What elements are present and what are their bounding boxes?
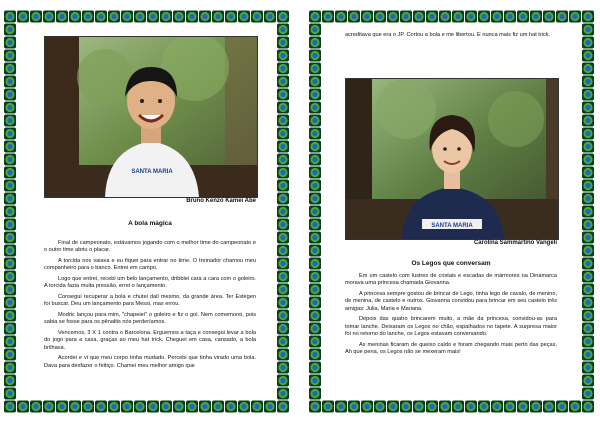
border-tile <box>4 76 16 88</box>
border-tile <box>582 24 594 36</box>
border-tile <box>4 284 16 296</box>
border-tile <box>4 297 16 309</box>
border-tile <box>4 50 16 62</box>
border-tile <box>277 102 289 114</box>
border-tile <box>582 258 594 270</box>
border-tile <box>43 401 55 413</box>
border-tile <box>309 375 321 387</box>
border-tile <box>4 206 16 218</box>
border-tile <box>4 180 16 192</box>
border-tile <box>69 11 81 23</box>
border-tile <box>4 375 16 387</box>
border-tile <box>309 24 321 36</box>
boy-photo <box>44 36 258 198</box>
border-tile <box>277 63 289 75</box>
border-tile <box>582 219 594 231</box>
border-tile <box>277 180 289 192</box>
border-tile <box>582 362 594 374</box>
border-tile <box>582 141 594 153</box>
border-tile <box>309 323 321 335</box>
border-tile <box>309 128 321 140</box>
border-tile <box>277 349 289 361</box>
border-tile <box>56 401 68 413</box>
border-tile <box>582 115 594 127</box>
border-tile <box>582 180 594 192</box>
border-tile <box>43 11 55 23</box>
border-tile <box>160 401 172 413</box>
border-tile <box>309 89 321 101</box>
left-page <box>4 6 290 418</box>
border-tile <box>277 76 289 88</box>
border-tile <box>277 245 289 257</box>
border-tile <box>582 76 594 88</box>
border-tile <box>277 11 289 23</box>
paragraph: Modric lançou para mim, "chapeiei" o goleiro e fiz o gol. Nem comemorei, pois sabia se fosse para os pênaltis nós perderíamos. <box>44 312 256 326</box>
border-tile <box>277 24 289 36</box>
border-tile <box>277 115 289 127</box>
border-tile <box>582 11 594 23</box>
border-tile <box>309 310 321 322</box>
border-tile <box>277 141 289 153</box>
border-tile <box>582 50 594 62</box>
border-tile <box>582 336 594 348</box>
border-tile <box>426 401 438 413</box>
border-tile <box>491 401 503 413</box>
border-tile <box>309 141 321 153</box>
border-tile <box>277 167 289 179</box>
border-tile <box>82 11 94 23</box>
border-tile <box>4 24 16 36</box>
border-tile <box>134 401 146 413</box>
border-tile <box>439 401 451 413</box>
border-tile <box>4 154 16 166</box>
border-tile <box>277 50 289 62</box>
border-tile <box>361 11 373 23</box>
border-tile <box>582 388 594 400</box>
border-tile <box>30 401 42 413</box>
border-tile <box>4 232 16 244</box>
border-tile <box>251 11 263 23</box>
border-tile <box>4 167 16 179</box>
border-tile <box>277 219 289 231</box>
border-tile <box>199 11 211 23</box>
border-tile <box>530 11 542 23</box>
border-tile <box>277 206 289 218</box>
border-tile <box>4 271 16 283</box>
border-tile <box>582 102 594 114</box>
border-tile <box>277 388 289 400</box>
border-tile <box>56 11 68 23</box>
border-tile <box>309 258 321 270</box>
girl-photo <box>345 78 559 240</box>
border-tile <box>582 89 594 101</box>
paragraph: Em um castelo com lustres de cristais e escadas de mármores na Dinamarca morava uma princesa chamada Giovanna. <box>345 273 557 287</box>
border-tile <box>309 349 321 361</box>
border-tile <box>309 37 321 49</box>
border-tile <box>4 258 16 270</box>
border-tile <box>543 401 555 413</box>
border-tile <box>582 167 594 179</box>
border-tile <box>309 193 321 205</box>
border-tile <box>277 297 289 309</box>
photo-caption: Carolina Sammartino Vangeli <box>473 240 557 246</box>
border-tile <box>504 11 516 23</box>
border-tile <box>199 401 211 413</box>
border-tile <box>348 401 360 413</box>
border-tile <box>582 63 594 75</box>
border-tile <box>147 11 159 23</box>
border-tile <box>582 284 594 296</box>
border-tile <box>277 310 289 322</box>
border-tile <box>17 401 29 413</box>
border-tile <box>400 11 412 23</box>
border-tile <box>569 401 581 413</box>
border-tile <box>582 349 594 361</box>
border-tile <box>309 362 321 374</box>
border-tile <box>277 362 289 374</box>
border-tile <box>335 11 347 23</box>
paragraph: Consegui recuperar a bola e chutei dali mesmo, da grande área. Ter Estegen foi buscar. Deu um lançamento para Messi, mas errou. <box>44 294 256 308</box>
border-tile <box>4 349 16 361</box>
border-tile <box>17 11 29 23</box>
border-tile <box>186 11 198 23</box>
paragraph: Depois das quatro brincarem muito, a mãe da princesa, convidou-as para tomar lanche. Deixaram os Legos no chão, espalhados no tapete. A surpresa maior foi no retorno do lanche, os Legos estavam conversando. <box>345 316 557 338</box>
border-tile <box>30 11 42 23</box>
border-tile <box>309 63 321 75</box>
border-tile <box>277 336 289 348</box>
border-tile <box>530 401 542 413</box>
border-tile <box>4 141 16 153</box>
border-tile <box>582 401 594 413</box>
border-tile <box>582 128 594 140</box>
border-tile <box>4 388 16 400</box>
border-tile <box>439 11 451 23</box>
border-tile <box>225 401 237 413</box>
border-tile <box>465 11 477 23</box>
border-tile <box>309 76 321 88</box>
border-tile <box>4 89 16 101</box>
border-tile <box>309 206 321 218</box>
border-tile <box>309 167 321 179</box>
border-tile <box>277 37 289 49</box>
border-tile <box>173 401 185 413</box>
border-tile <box>582 375 594 387</box>
right-page <box>309 6 595 418</box>
border-tile <box>582 206 594 218</box>
border-tile <box>4 102 16 114</box>
border-tile <box>465 401 477 413</box>
border-tile <box>4 193 16 205</box>
border-tile <box>582 310 594 322</box>
border-tile <box>4 219 16 231</box>
story-body <box>345 273 557 360</box>
border-tile <box>348 11 360 23</box>
border-tile <box>82 401 94 413</box>
border-tile <box>277 284 289 296</box>
border-tile <box>452 11 464 23</box>
border-tile <box>491 11 503 23</box>
border-tile <box>4 336 16 348</box>
border-tile <box>160 11 172 23</box>
border-tile <box>264 401 276 413</box>
border-tile <box>277 232 289 244</box>
border-tile <box>4 362 16 374</box>
border-tile <box>387 11 399 23</box>
border-tile <box>173 11 185 23</box>
border-tile <box>478 401 490 413</box>
border-tile <box>225 11 237 23</box>
border-tile <box>4 37 16 49</box>
border-tile <box>4 11 16 23</box>
border-tile <box>569 11 581 23</box>
border-tile <box>4 128 16 140</box>
border-tile <box>309 180 321 192</box>
border-tile <box>556 401 568 413</box>
border-tile <box>556 11 568 23</box>
border-tile <box>69 401 81 413</box>
border-tile <box>374 401 386 413</box>
paragraph: A torcida nos vaiava e eu fiquei para entrar no time. O treinador chamou meu companheiro para o banco. Entrei em campo. <box>44 258 256 272</box>
border-tile <box>361 401 373 413</box>
border-tile <box>95 401 107 413</box>
border-tile <box>4 245 16 257</box>
border-tile <box>108 401 120 413</box>
border-tile <box>134 11 146 23</box>
border-tile <box>4 401 16 413</box>
photo-caption: Bruno Kenzo Kamei Abe <box>186 198 256 204</box>
border-tile <box>504 401 516 413</box>
border-tile <box>238 401 250 413</box>
border-tile <box>309 102 321 114</box>
border-tile <box>212 11 224 23</box>
paragraph: acreditava que era o JP. Cortou a bola e me libertou. E nunca mais fiz um hat trick. <box>345 32 551 38</box>
border-tile <box>95 11 107 23</box>
border-tile <box>322 401 334 413</box>
border-tile <box>517 401 529 413</box>
border-tile <box>4 115 16 127</box>
border-tile <box>108 11 120 23</box>
border-tile <box>309 11 321 23</box>
paragraph: As meninas ficaram de queixo caído e foram chegando mais perto das peças. Ah que pena, os Legos não se mexeram mais! <box>345 341 557 356</box>
border-tile <box>582 271 594 283</box>
story-title: A bola mágica <box>128 220 172 227</box>
border-tile <box>335 401 347 413</box>
border-tile <box>212 401 224 413</box>
shirt-text: SANTA MARIA <box>131 169 173 175</box>
border-tile <box>186 401 198 413</box>
border-tile <box>4 63 16 75</box>
border-tile <box>277 128 289 140</box>
border-tile <box>582 297 594 309</box>
border-tile <box>582 323 594 335</box>
border-tile <box>309 284 321 296</box>
border-tile <box>543 11 555 23</box>
border-tile <box>309 154 321 166</box>
border-tile <box>277 271 289 283</box>
border-tile <box>582 193 594 205</box>
border-tile <box>582 154 594 166</box>
paragraph: A princesa sempre gostou de brincar de Lego, tinha lego de cavalo, de menino, de menina, de castelo e outros. Giovanna convidou para brincar em seu castelo três amigas: Julia, Maria e Mariana. <box>345 291 557 312</box>
border-tile <box>4 323 16 335</box>
paragraph: Vencemos, 3 X 1 contra o Barcelona. Erguemos a taça e consegui levar a bola do jogo para a casa, graças ao meu hat trick. Cheguei em casa, cansado, a bola brilhava. <box>44 330 256 351</box>
border-tile <box>322 11 334 23</box>
border-tile <box>309 219 321 231</box>
border-tile <box>309 115 321 127</box>
border-tile <box>277 193 289 205</box>
paragraph: Final de campeonato, estávamos jogando com o melhor time do campeonato e o outro time abriu o placar. <box>44 240 256 254</box>
story-title: Os Legos que conversam <box>411 260 491 267</box>
border-tile <box>147 401 159 413</box>
border-tile <box>374 11 386 23</box>
story-body <box>44 240 256 373</box>
border-tile <box>582 232 594 244</box>
border-tile <box>121 401 133 413</box>
border-tile <box>277 258 289 270</box>
border-tile <box>309 297 321 309</box>
border-tile <box>582 245 594 257</box>
border-tile <box>309 50 321 62</box>
border-tile <box>277 401 289 413</box>
border-tile <box>4 310 16 322</box>
border-tile <box>309 388 321 400</box>
border-tile <box>387 401 399 413</box>
paragraph: Logo que entrei, recebi um belo lançamento, dribblei cara a cara com o goleiro. A torcida fazia muita pressão, errei o lançamento. <box>44 276 256 290</box>
border-tile <box>251 401 263 413</box>
border-tile <box>478 11 490 23</box>
border-tile <box>309 271 321 283</box>
border-tile <box>309 232 321 244</box>
border-tile <box>309 245 321 257</box>
shirt-text: SANTA MARIA <box>431 223 473 229</box>
border-tile <box>309 401 321 413</box>
border-tile <box>264 11 276 23</box>
border-tile <box>277 154 289 166</box>
paragraph: Acordei e vi que meu corpo tinha mudado. Percebi que tinha virado uma bola. Dava para desfazer o feitiço. Chamei meu melhor amigo que <box>44 355 256 369</box>
border-tile <box>400 401 412 413</box>
border-tile <box>277 89 289 101</box>
border-tile <box>582 37 594 49</box>
border-tile <box>277 375 289 387</box>
border-tile <box>121 11 133 23</box>
border-tile <box>413 401 425 413</box>
border-tile <box>238 11 250 23</box>
border-tile <box>277 323 289 335</box>
border-tile <box>309 336 321 348</box>
border-tile <box>517 11 529 23</box>
border-tile <box>413 11 425 23</box>
border-tile <box>452 401 464 413</box>
border-tile <box>426 11 438 23</box>
story-continuation <box>345 32 557 43</box>
